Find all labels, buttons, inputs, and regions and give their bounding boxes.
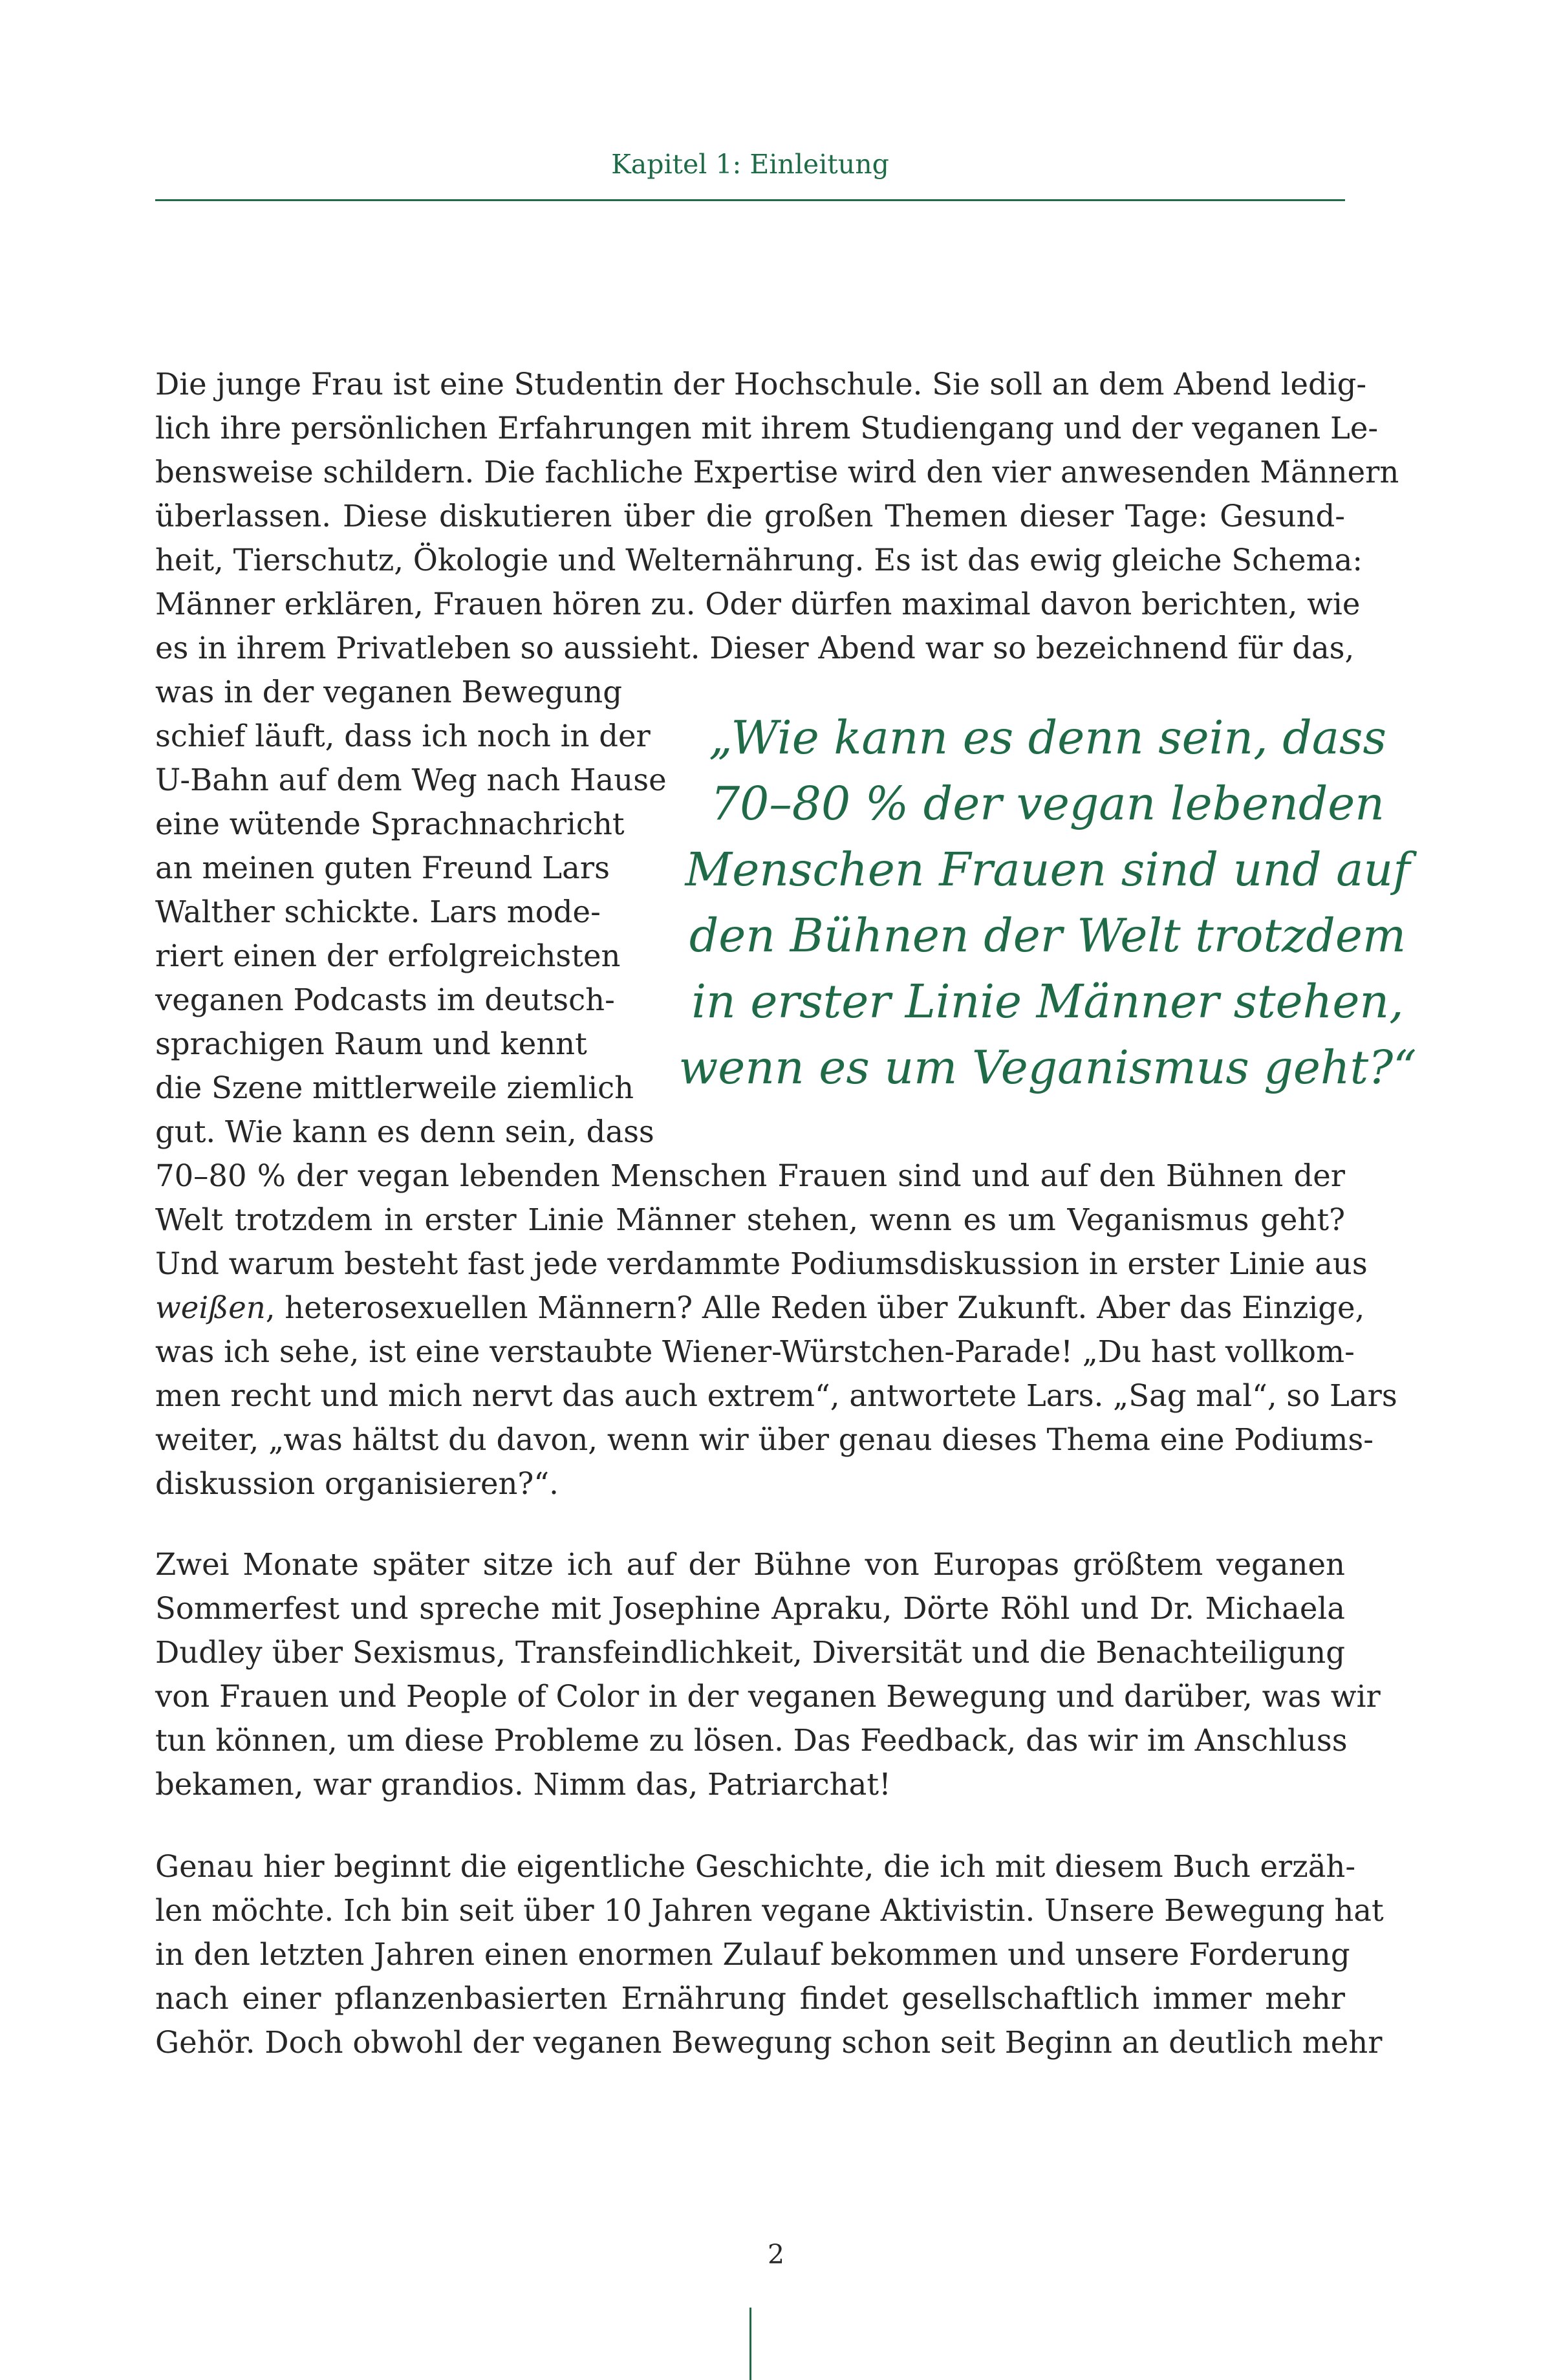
text-line: Und warum besteht fast jede verdammte Podiumsdiskussion in erster Linie aus <box>155 1246 1368 1281</box>
paragraph-1-narrow-column <box>155 670 667 1154</box>
text-line: lich ihre persönlichen Erfahrungen mit ihrem Studiengang und der veganen Le- <box>155 411 1379 446</box>
text-line: 70–80 % der vegan lebenden Menschen Frauen sind und auf den Bühnen der <box>155 1158 1345 1193</box>
text-line: die Szene mittlerweile ziemlich <box>155 1070 634 1105</box>
text-line: Genau hier beginnt die eigentliche Geschichte, die ich mit diesem Buch erzäh- <box>155 1849 1356 1884</box>
footer-rule <box>749 2308 751 2380</box>
text-fragment: , heterosexuellen Männern? Alle Reden über Zukunft. Aber das Einzige, <box>265 1290 1365 1325</box>
text-line: weiter, „was hältst du davon, wenn wir über genau dieses Thema eine Podiums- <box>155 1422 1374 1457</box>
text-line: U-Bahn auf dem Weg nach Hause <box>155 763 667 797</box>
text-line: es in ihrem Privatleben so aussieht. Dieser Abend war so bezeichnend für das, <box>155 631 1355 665</box>
text-line: schief läuft, dass ich noch in der <box>155 719 651 753</box>
header-rule <box>155 199 1345 201</box>
paragraph-3 <box>155 1844 1384 2064</box>
text-line: Sommerfest und spreche mit Josephine Apraku, Dörte Röhl und Dr. Michaela <box>155 1591 1345 1626</box>
text-line: Männer erklären, Frauen hören zu. Oder dürfen maximal davon berichten, wie <box>155 587 1361 622</box>
pull-quote-line: in erster Linie Männer stehen, <box>691 975 1404 1028</box>
text-line: bensweise schildern. Die fachliche Expertise wird den vier anwesenden Männern <box>155 455 1399 490</box>
text-line: tun können, um diese Probleme zu lösen. Das Feedback, das wir im Anschluss <box>155 1723 1348 1758</box>
text-line: len möchte. Ich bin seit über 10 Jahren vegane Aktivistin. Unsere Bewegung hat <box>155 1893 1384 1928</box>
text-line: veganen Podcasts im deutsch- <box>155 982 615 1017</box>
pull-quote-line: „Wie kann es denn sein, dass <box>709 711 1386 764</box>
text-line: Die junge Frau ist eine Studentin der Hochschule. Sie soll an dem Abend ledig- <box>155 367 1367 402</box>
paragraph-1-wide-bottom <box>155 1154 1397 1506</box>
text-line: von Frauen und People of Color in der veganen Bewegung und darüber, was wir <box>155 1679 1381 1714</box>
text-line: gut. Wie kann es denn sein, dass <box>155 1114 654 1149</box>
text-line: an meinen guten Freund Lars <box>155 850 610 885</box>
text-line: diskussion organisieren?“. <box>155 1466 559 1501</box>
text-line: eine wütende Sprachnachricht <box>155 806 625 841</box>
text-line-with-emphasis <box>155 1286 1365 1330</box>
text-line: Walther schickte. Lars mode- <box>155 894 601 929</box>
text-line: überlassen. Diese diskutieren über die großen Themen dieser Tage: Gesund- <box>155 499 1345 534</box>
text-line: sprachigen Raum und kennt <box>155 1026 587 1061</box>
pull-quote-line: Menschen Frauen sind und auf <box>685 843 1410 896</box>
page-number: 2 <box>767 2239 785 2270</box>
pull-quote <box>660 705 1436 1101</box>
pull-quote-line: den Bühnen der Welt trotzdem <box>689 909 1406 962</box>
text-line: nach einer pflanzenbasierten Ernährung findet gesellschaftlich immer mehr <box>155 1981 1345 2016</box>
text-line: was ich sehe, ist eine verstaubte Wiener-Würstchen-Parade! „Du hast vollkom- <box>155 1334 1355 1369</box>
paragraph-1-wide-top <box>155 362 1399 670</box>
text-line: Dudley über Sexismus, Transfeindlichkeit, Diversität und die Benachteiligung <box>155 1635 1345 1670</box>
text-line: men recht und mich nervt das auch extrem“, antwortete Lars. „Sag mal“, so Lars <box>155 1378 1397 1413</box>
pull-quote-line: wenn es um Veganismus geht?“ <box>678 1041 1417 1094</box>
text-line: in den letzten Jahren einen enormen Zulauf bekommen und unsere Forderung <box>155 1937 1350 1972</box>
emphasis-word: weißen <box>155 1290 266 1325</box>
text-line: heit, Tierschutz, Ökologie und Welternährung. Es ist das ewig gleiche Schema: <box>155 543 1363 578</box>
text-line: Welt trotzdem in erster Linie Männer stehen, wenn es um Veganismus geht? <box>155 1202 1345 1237</box>
text-line: riert einen der erfolgreichsten <box>155 938 621 973</box>
paragraph-2 <box>155 1542 1381 1806</box>
text-line: Gehör. Doch obwohl der veganen Bewegung schon seit Beginn an deutlich mehr <box>155 2025 1383 2060</box>
text-line: was in der veganen Bewegung <box>155 675 622 709</box>
pull-quote-line: 70–80 % der vegan lebenden <box>710 777 1385 830</box>
running-head-title: Kapitel 1: Einleitung <box>611 149 889 180</box>
text-line: Zwei Monate später sitze ich auf der Bühne von Europas größtem veganen <box>155 1547 1345 1582</box>
text-line: bekamen, war grandios. Nimm das, Patriarchat! <box>155 1767 891 1802</box>
